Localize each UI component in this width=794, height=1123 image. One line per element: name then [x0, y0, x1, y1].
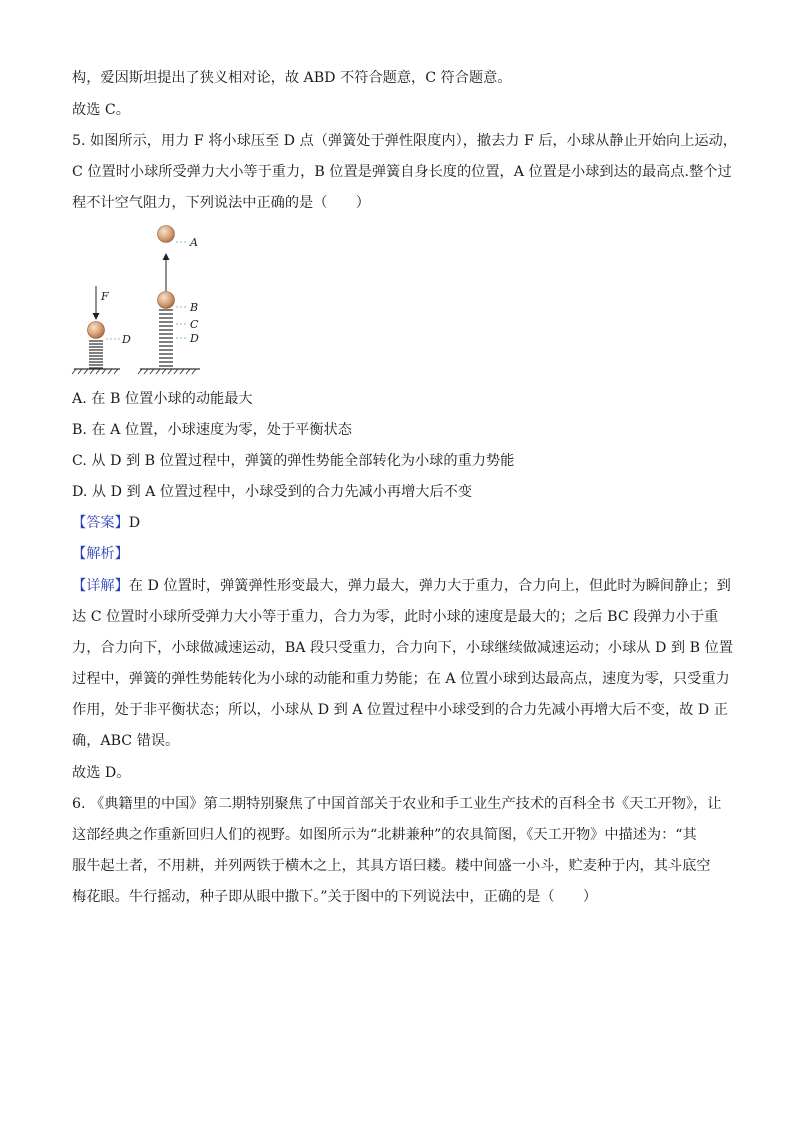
top-ball: [158, 226, 175, 243]
right-ball: [158, 292, 175, 309]
right-ground: [138, 369, 200, 374]
spring-ball-figure: [70, 222, 220, 382]
q5-detail-line-1: [72, 576, 731, 596]
left-spring: [89, 341, 103, 368]
q5-detail-line-2: 达 C 位置时小球所受弹力大小等于重力，合力为零，此时小球的速度是最大的；之后 BC 段弹力小于重: [72, 609, 719, 625]
q5-detail-line-6: 确，ABC 错误。: [72, 733, 180, 749]
right-spring: [159, 310, 173, 366]
detail-tag: 【详解】: [72, 578, 129, 594]
q5-answer-line: [72, 513, 140, 533]
label-A: A: [190, 236, 198, 249]
velocity-arrow: [163, 253, 170, 291]
detail-text-1: 在 D 位置时，弹簧弹性形变最大，弹力最大，弹力大于重力，合力向上，但此时为瞬间静止；到: [128, 578, 731, 594]
q6-stem-line-1: 6. 《典籍里的中国》第二期特别聚焦了中国首部关于农业和手工业生产技术的百科全书《天工开物》，让: [72, 796, 722, 812]
answer-value: D: [128, 515, 141, 531]
q5-detail-line-5: 作用，处于非平衡状态；所以，小球从 D 到 A 位置过程中小球受到的合力先减小再增大后不变，故 D 正: [72, 702, 728, 718]
label-F: F: [101, 290, 109, 303]
q6-stem-line-2: 这部经典之作重新回归人们的视野。如图所示为“北耕兼种”的农具简图，《天工开物》中描述为：“其: [72, 827, 697, 843]
q5-stem-line-1: 5. 如图所示，用力 F 将小球压至 D 点（弹簧处于弹性限度内），撤去力 F 后，小球从静止开始向上运动，: [72, 133, 737, 149]
label-C: C: [190, 318, 199, 331]
q5-option-b: B. 在 A 位置，小球速度为零，处于平衡状态: [72, 422, 352, 438]
q6-stem-line-3: 服牛起土者，不用耕，并列两铁于横木之上，其具方语曰耧。耧中间盛一小斗，贮麦种于内，其斗底空: [72, 858, 711, 874]
q5-detail-line-4: 过程中，弹簧的弹性势能转化为小球的动能和重力势能；在 A 位置小球到达最高点，速度为零，只受重力: [72, 671, 730, 687]
analysis-tag: 【解析】: [72, 546, 129, 562]
q5-option-a: A. 在 B 位置小球的动能最大: [72, 391, 253, 407]
q5-detail-line-3: 力，合力向下，小球做减速运动，BA 段只受重力，合力向下，小球继续做减速运动；小球从 D 到 B 位置: [72, 640, 733, 656]
left-ball: [88, 322, 105, 339]
left-ground: [72, 369, 120, 374]
q5-stem-line-2: C 位置时小球所受弹力大小等于重力，B 位置是弹簧自身长度的位置，A 位置是小球到达的最高点.整个过: [72, 164, 732, 180]
intro-line-2: 故选 C。: [72, 102, 130, 118]
q5-option-c: C. 从 D 到 B 位置过程中，弹簧的弹性势能全部转化为小球的重力势能: [72, 453, 515, 469]
q5-stem-line-3: 程不计空气阻力，下列说法中正确的是（ ）: [72, 195, 370, 211]
force-arrow: [93, 286, 100, 320]
answer-tag: 【答案】: [72, 515, 129, 531]
intro-line-1: 构，爱因斯坦提出了狭义相对论，故 ABD 不符合题意，C 符合题意。: [72, 70, 512, 86]
label-D-left: D: [122, 333, 131, 346]
q5-conclusion: 故选 D。: [72, 765, 131, 781]
q5-option-d: D. 从 D 到 A 位置过程中，小球受到的合力先减小再增大后不变: [72, 484, 473, 500]
label-D-right: D: [190, 332, 199, 345]
label-B: B: [190, 301, 199, 314]
q6-stem-line-4: 梅花眼。牛行摇动，种子即从眼中撒下。”关于图中的下列说法中，正确的是（ ）: [72, 889, 598, 905]
